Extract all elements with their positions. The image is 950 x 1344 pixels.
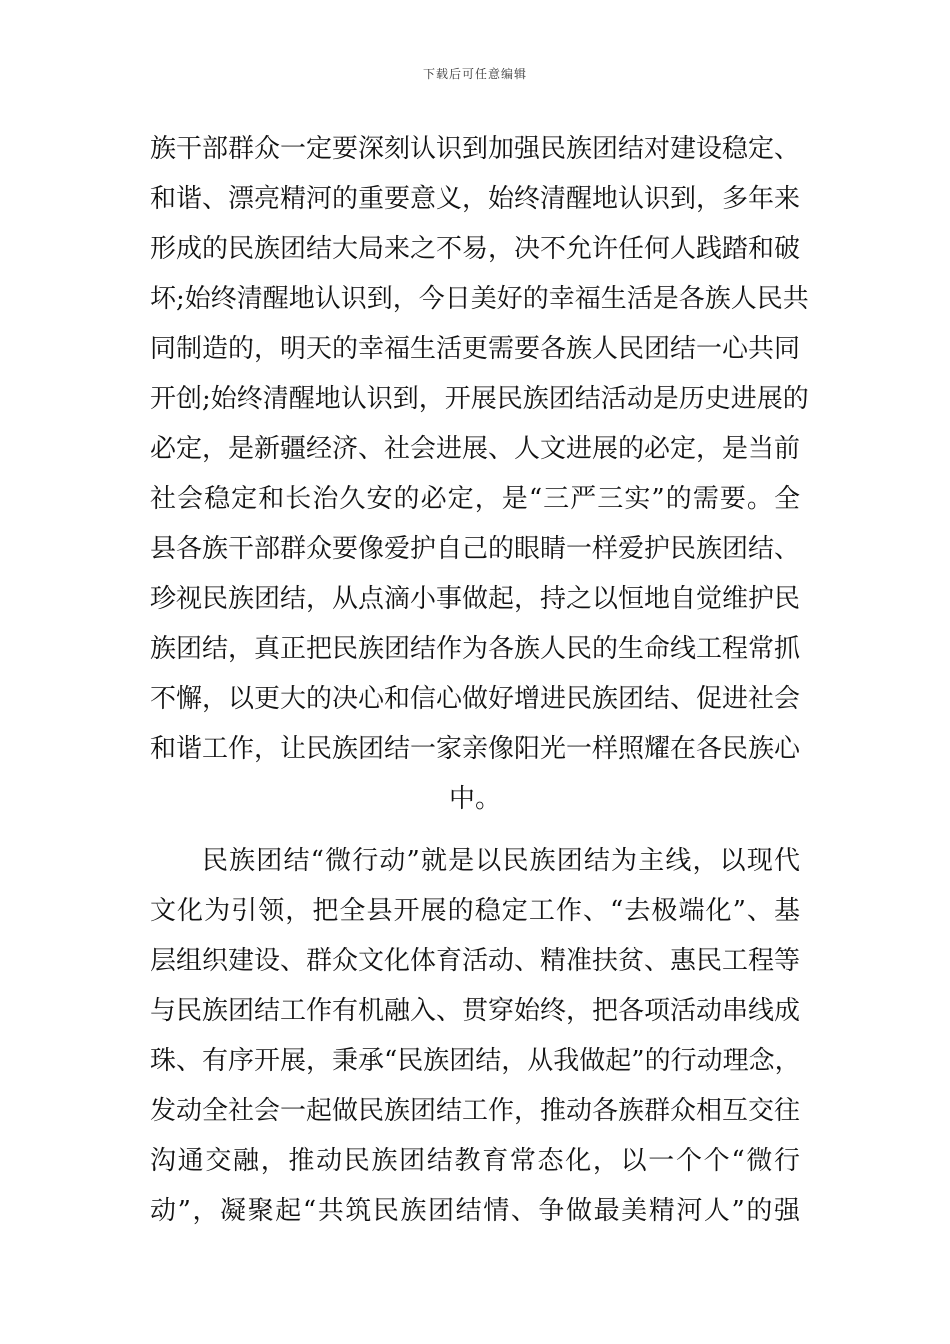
text-line: 不懈，以更大的决心和信心做好增进民族团结、促进社会 <box>150 684 801 714</box>
text-line: 必定，是新疆经济、社会进展、人文进展的必定，是当前 <box>150 434 801 464</box>
text-line: 族团结，真正把民族团结作为各族人民的生命线工程常抓 <box>150 634 801 664</box>
text-line: 形成的民族团结大局来之不易，决不允许任何人践踏和破 <box>150 234 801 264</box>
text-line: 同制造的，明天的幸福生活更需要各族人民团结一心共同 <box>150 334 801 364</box>
text-line: 和谐、漂亮精河的重要意义，始终清醒地认识到，多年来 <box>150 184 801 214</box>
document-body <box>150 124 809 1236</box>
text-line: 和谐工作，让民族团结一家亲像阳光一样照耀在各民族心 <box>150 734 801 764</box>
page-header: 下载后可任意编辑 <box>422 67 527 81</box>
text-line: 文化为引领，把全县开展的稳定工作、“去极端化”、基 <box>150 896 800 926</box>
text-line: 层组织建设、群众文化体育活动、精准扶贫、惠民工程等 <box>150 946 801 976</box>
paragraph <box>150 836 800 1236</box>
text-line: 发动全社会一起做民族团结工作，推动各族群众相互交往 <box>150 1096 801 1126</box>
text-line: 沟通交融，推动民族团结教育常态化，以一个个“微行 <box>150 1146 800 1176</box>
text-line: 珍视民族团结，从点滴小事做起，持之以恒地自觉维护民 <box>150 584 801 614</box>
text-line: 动”，凝聚起“共筑民族团结情、争做最美精河人”的强 <box>150 1196 800 1226</box>
text-line: 开创;始终清醒地认识到，开展民族团结活动是历史进展的 <box>150 384 809 414</box>
paragraph <box>150 124 809 824</box>
text-line: 社会稳定和长治久安的必定，是“三严三实”的需要。全 <box>150 484 800 514</box>
text-line: 族干部群众一定要深刻认识到加强民族团结对建设稳定、 <box>150 134 801 164</box>
text-line: 坏;始终清醒地认识到，今日美好的幸福生活是各族人民共 <box>150 284 809 314</box>
text-line: 民族团结“微行动”就是以民族团结为主线，以现代 <box>202 846 800 876</box>
text-line: 珠、有序开展，秉承“民族团结，从我做起”的行动理念， <box>150 1046 801 1076</box>
text-line: 与民族团结工作有机融入、贯穿始终，把各项活动串线成 <box>150 996 801 1026</box>
text-line: 县各族干部群众要像爱护自己的眼睛一样爱护民族团结、 <box>150 534 801 564</box>
text-line: 中。 <box>448 784 501 814</box>
paragraph-gap <box>150 824 800 836</box>
